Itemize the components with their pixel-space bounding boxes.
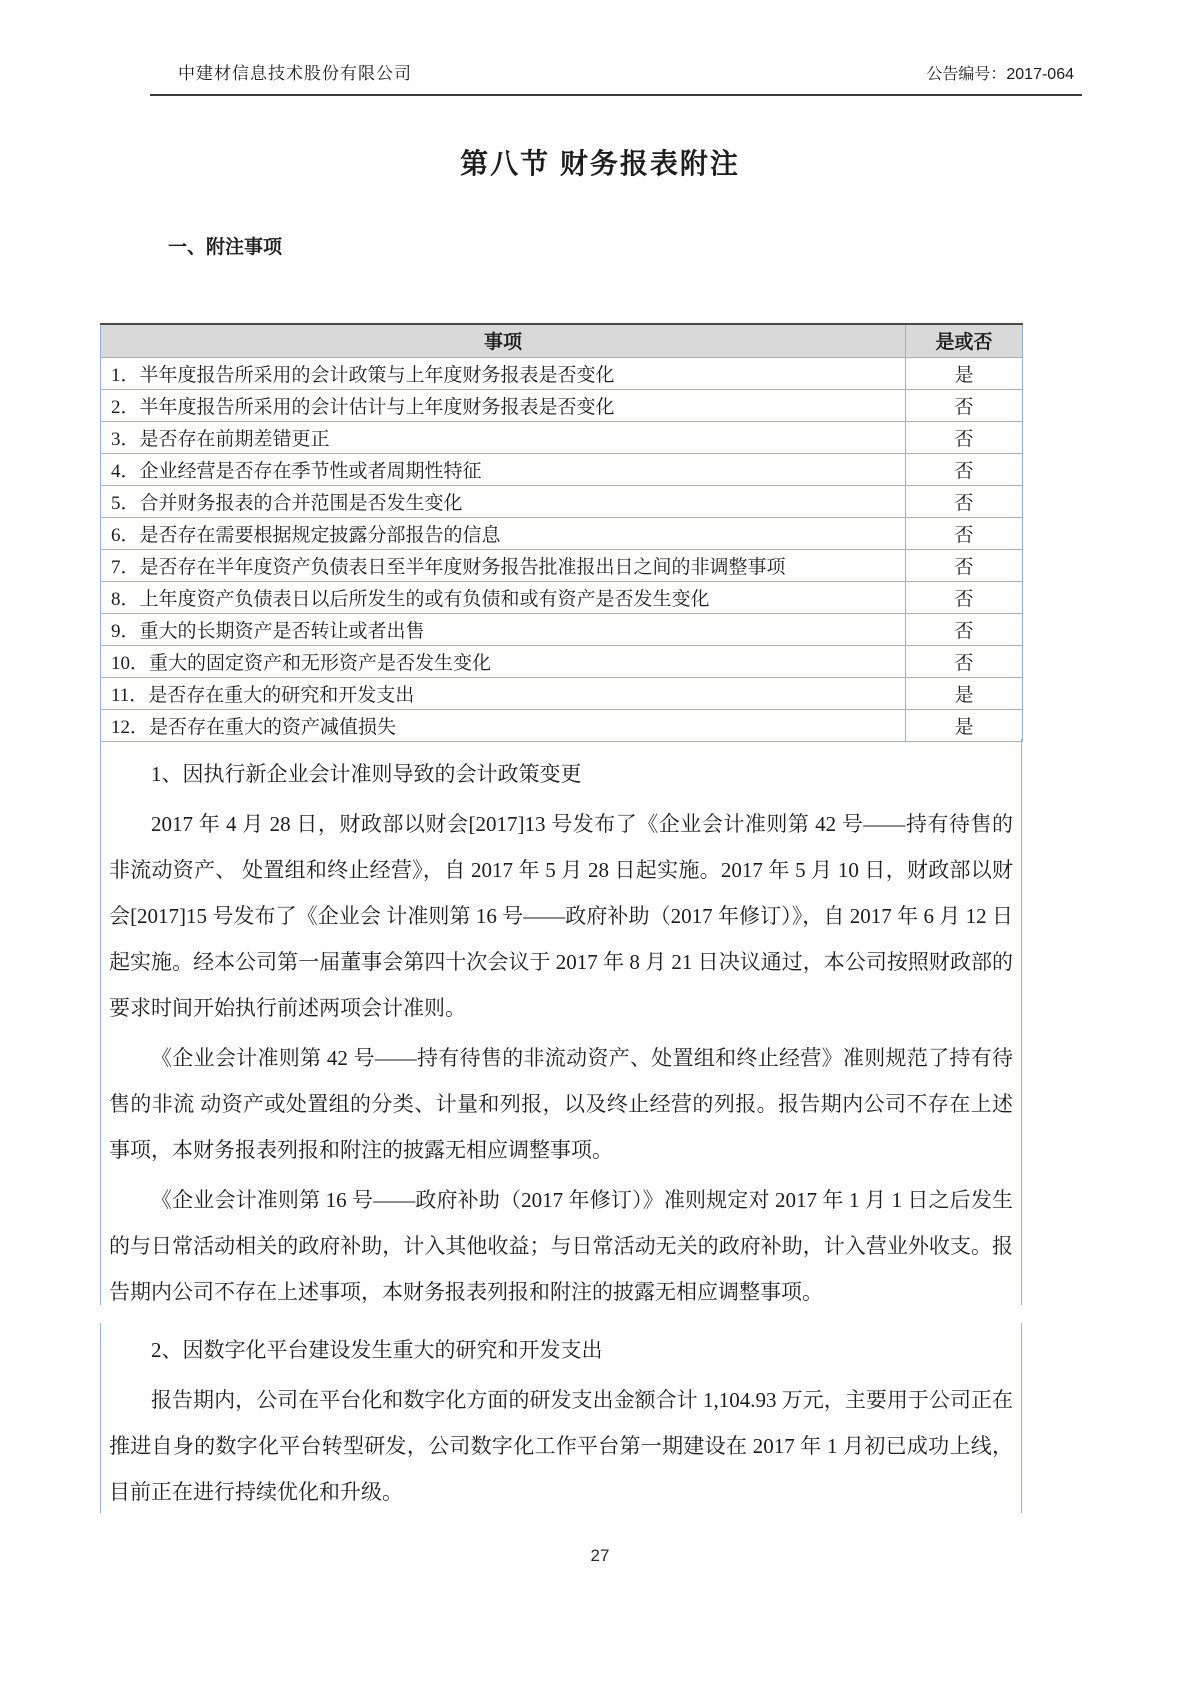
item-cell: 11．是否存在重大的研究和开发支出 [101, 677, 906, 709]
answer-cell: 否 [906, 389, 1023, 421]
item-cell: 6．是否存在需要根据规定披露分部报告的信息 [101, 517, 906, 549]
company-name: 中建材信息技术股份有限公司 [178, 64, 412, 83]
item-cell: 8．上年度资产负债表日以后所发生的或有负债和或有资产是否发生变化 [101, 581, 906, 613]
section-heading: 一、附注事项 [168, 237, 283, 258]
answer-cell: 否 [906, 581, 1023, 613]
document-header [150, 58, 1082, 96]
table-header-row [101, 324, 1023, 357]
table-row [101, 389, 1023, 421]
table-row [101, 485, 1023, 517]
table-row [101, 581, 1023, 613]
page-title: 第八节 财务报表附注 [460, 148, 740, 179]
answer-cell: 否 [906, 613, 1023, 645]
column-header-answer: 是或否 [906, 324, 1023, 357]
item-cell: 7．是否存在半年度资产负债表日至半年度财务报告批准报出日之间的非调整事项 [101, 549, 906, 581]
note-subheading-1: 1、因执行新企业会计准则导致的会计政策变更 [151, 762, 582, 786]
table-row [101, 357, 1023, 389]
notes-items-table [100, 323, 1023, 742]
answer-cell: 否 [906, 645, 1023, 677]
answer-cell: 是 [906, 357, 1023, 389]
item-cell: 9．重大的长期资产是否转让或者出售 [101, 613, 906, 645]
item-cell: 4．企业经营是否存在季节性或者周期性特征 [101, 453, 906, 485]
item-cell: 12．是否存在重大的资产减值损失 [101, 709, 906, 741]
answer-cell: 是 [906, 709, 1023, 741]
table-row [101, 645, 1023, 677]
note-paragraph: 《企业会计准则第 42 号——持有待售的非流动资产、处置组和终止经营》准则规范了持有待售的非流 动资产或处置组的分类、计量和列报，以及终止经营的列报。报告期内公司不存在上述事项，本财务报表列报和附注的披露无相应调整事项。 [109, 1046, 1013, 1162]
answer-cell: 否 [906, 517, 1023, 549]
table-row [101, 517, 1023, 549]
page-number: 27 [590, 1546, 610, 1565]
table-row [101, 549, 1023, 581]
answer-cell: 否 [906, 421, 1023, 453]
table-row [101, 453, 1023, 485]
announcement-number: 公告编号：2017-064 [926, 66, 1074, 83]
table-row [101, 677, 1023, 709]
column-header-item: 事项 [101, 324, 906, 357]
note-paragraph: 报告期内，公司在平台化和数字化方面的研发支出金额合计 1,104.93 万元，主要用于公司正在推进自身的数字化平台转型研发，公司数字化工作平台第一期建设在 2017 年 1 月初已成功上线，目前正在进行持续优化和升级。 [109, 1388, 1013, 1504]
item-cell: 10．重大的固定资产和无形资产是否发生变化 [101, 645, 906, 677]
notes-section-1 [100, 739, 1022, 1305]
table-row [101, 421, 1023, 453]
answer-cell: 否 [906, 485, 1023, 517]
note-subheading-2: 2、因数字化平台建设发生重大的研究和开发支出 [151, 1338, 603, 1362]
answer-cell: 否 [906, 453, 1023, 485]
note-paragraph: 2017 年 4 月 28 日，财政部以财会[2017]13 号发布了《企业会计准则第 42 号——持有待售的非流动资产、 处置组和终止经营》，自 2017 年 5 月 28 日起实施。2017 年 5 月 10 日，财政部以财会[2017]15 号发布了《企业会 计准则第 16 号——政府补助（2017 年修订）》，自 2017 年 6 月 12 日起实施。经本公司第一届董事会第四十次会议于 2017 年 8 月 21 日决议通过，本公司按照财政部的要求时间开始执行前述两项会计准则。 [109, 812, 1013, 1020]
item-cell: 5．合并财务报表的合并范围是否发生变化 [101, 485, 906, 517]
item-cell: 2．半年度报告所采用的会计估计与上年度财务报表是否变化 [101, 389, 906, 421]
item-cell: 1．半年度报告所采用的会计政策与上年度财务报表是否变化 [101, 357, 906, 389]
table-row [101, 709, 1023, 741]
table-row [101, 613, 1023, 645]
item-cell: 3．是否存在前期差错更正 [101, 421, 906, 453]
notes-section-2 [100, 1323, 1022, 1513]
answer-cell: 是 [906, 677, 1023, 709]
answer-cell: 否 [906, 549, 1023, 581]
note-paragraph: 《企业会计准则第 16 号——政府补助（2017 年修订）》准则规定对 2017 年 1 月 1 日之后发生的与日常活动相关的政府补助，计入其他收益；与日常活动无关的政府补助，计入营业外收支。报告期内公司不存在上述事项，本财务报表列报和附注的披露无相应调整事项。 [109, 1188, 1013, 1304]
